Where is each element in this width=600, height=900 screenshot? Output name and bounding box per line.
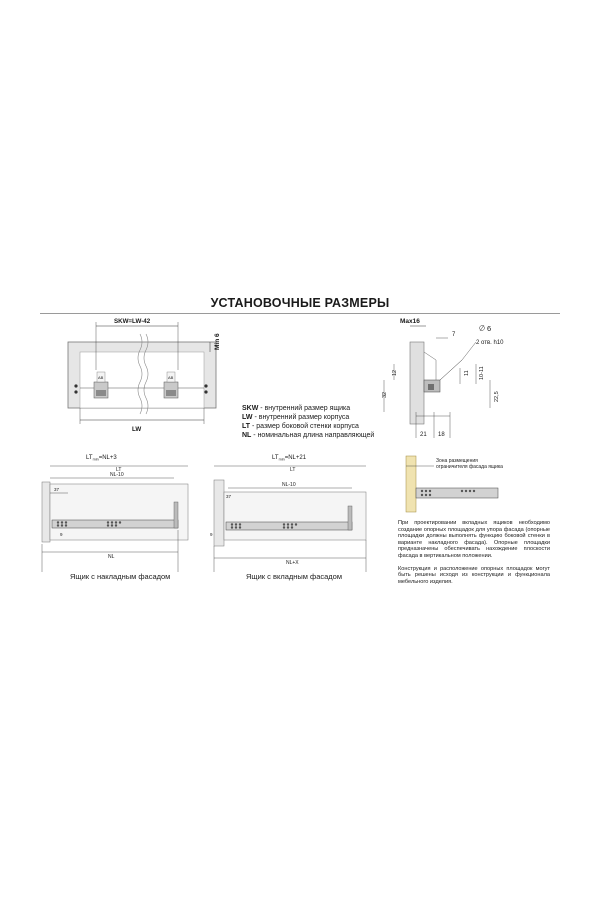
dim-9-right: 9 — [210, 532, 213, 537]
facade-stop-zone-diagram — [398, 452, 558, 516]
legend-item-skw: SKW - внутренний размер ящика — [242, 405, 351, 412]
page-title: УСТАНОВОЧНЫЕ РАЗМЕРЫ — [210, 296, 390, 310]
formula-right: $LT_{min}=NL+21$ — [272, 455, 307, 462]
dim-32: 32 — [382, 391, 388, 398]
dim-10-11: 10-11 — [479, 366, 485, 380]
formula-left: $LT_{min}=NL+3$ — [86, 455, 117, 462]
lw-label: LW — [132, 426, 142, 432]
nl-plus-right: NL+X — [286, 560, 299, 566]
cabinet-section-diagram — [60, 312, 230, 432]
overlay-drawer-diagram — [28, 448, 198, 578]
dim-37-right: 37 — [226, 494, 232, 499]
ab-label-left: AB — [98, 375, 104, 380]
dim-11: 11 — [464, 370, 470, 376]
min-label: Min 6 — [214, 333, 221, 350]
skw-label: SKW=LW-42 — [114, 318, 151, 325]
overlay-drawer-caption: Ящик с накладным фасадом — [70, 572, 171, 581]
note-paragraph-2: Конструкция и расположение опорных площадок могут быть решены исходя из конструкции и функционала мебельного изделия. — [398, 565, 550, 585]
max-label: Max16 — [400, 318, 420, 325]
legend-item-lt: LT - размер боковой стенки корпуса — [242, 423, 359, 430]
zone-label-1: Зона размещения — [436, 458, 478, 464]
lt-left: LT — [116, 467, 122, 473]
note-paragraph-1: При проектировании вкладных ящиков необходимо создание опорных площадок для упора фасада (опорные площадки должны выполнять функцию боковой стенки в варианте накладного фасада). Опорные площадки предназначены обеспечивать нахождение плоскости фасада в вертикальном положении. — [398, 520, 550, 559]
installation-notes — [398, 520, 550, 591]
inset-drawer-diagram — [206, 448, 376, 578]
profile-dimension-diagram — [376, 312, 516, 440]
legend — [242, 404, 374, 440]
dim-12: 12 — [392, 369, 398, 376]
inset-drawer-caption: Ящик с вкладным фасадом — [246, 572, 342, 581]
dim-22-5: 22,5 — [494, 391, 500, 402]
lt-right: LT — [290, 467, 296, 473]
holes-label: 2 отв. h10 — [476, 340, 504, 346]
dim-18: 18 — [438, 432, 445, 438]
nl-left: NL — [108, 554, 115, 560]
diameter-value: 6 — [487, 324, 492, 333]
legend-item-nl: NL - номинальная длина направляющей — [242, 432, 375, 439]
dim-37-left: 37 — [54, 487, 60, 492]
dim-9-left: 9 — [60, 532, 63, 537]
legend-item-lw: LW - внутренний размер корпуса — [242, 414, 350, 421]
nl10-right: NL-10 — [282, 482, 296, 488]
zone-label-2: ограничителя фасада ящика — [436, 464, 503, 470]
nl10-left: NL-10 — [110, 472, 124, 478]
dim-7: 7 — [452, 332, 456, 338]
dim-21: 21 — [420, 432, 427, 438]
ab-label-right: AB — [168, 375, 174, 380]
